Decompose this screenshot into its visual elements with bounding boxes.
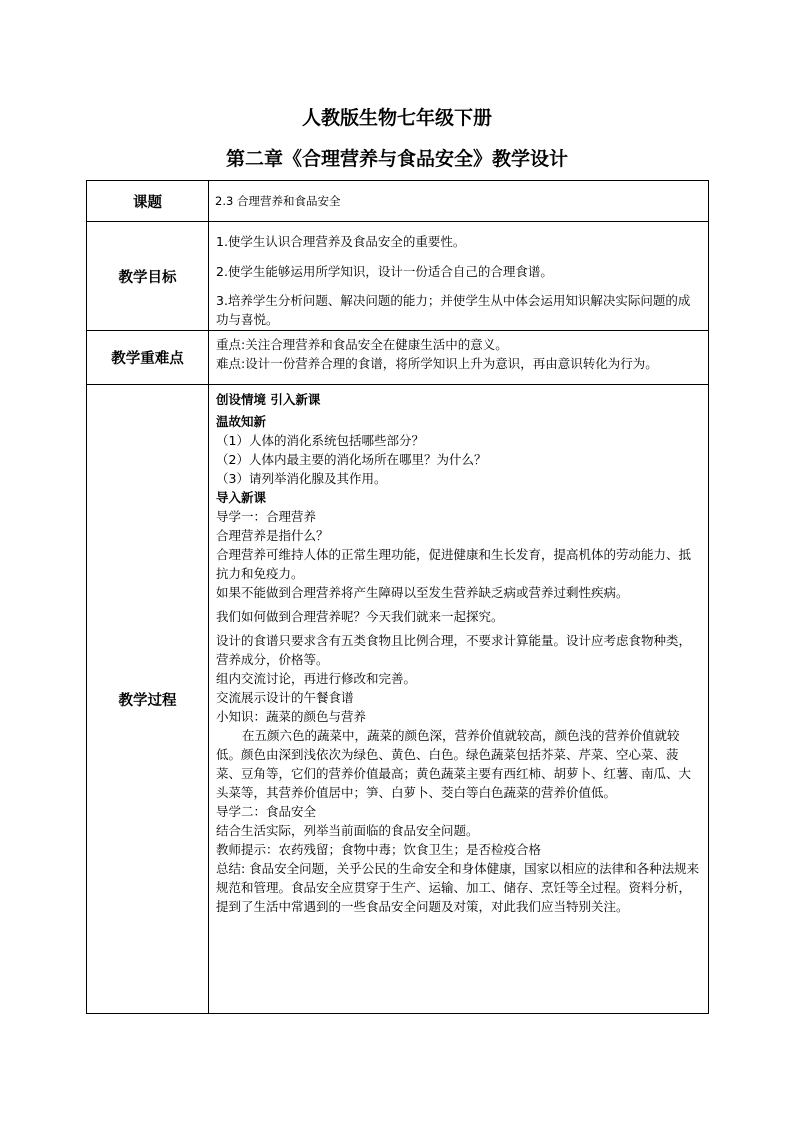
paragraph: 结合生活实际，列举当前面临的食品安全问题。 [216,823,479,838]
question-text: 合理营养是指什么？ [216,528,329,543]
table-row-key-points [87,331,709,385]
paragraph: 合理营养可维持人体的正常生理功能，促进健康和生长发育，提高机体的劳动能力、抵抗力和免疫力。 [216,547,692,581]
paragraph: 交流展示设计的午餐食谱 [216,690,354,705]
tip-title: 小知识：蔬菜的颜色与营养 [216,709,367,724]
process-label: 教学过程 [87,385,209,1014]
section-heading: 创设情境 引入新课 [216,392,321,407]
review-question: （1）人体的消化系统包括哪些部分？ [216,433,424,448]
goal-item: 1.使学生认识合理营养及食品安全的重要性。 [216,234,466,249]
review-question: （2）人体内最主要的消化场所在哪里？为什么？ [216,452,487,467]
goals-content [209,222,709,331]
lesson-plan-table [86,180,709,1014]
tip-body: 在五颜六色的蔬菜中，蔬菜的颜色深，营养价值就较高，颜色浅的营养价值就较低。颜色由深到浅依次为绿色、黄色、白色。绿色蔬菜包括芥菜、芹菜、空心菜、菠菜、豆角等，它们的营养价值最高；黄色蔬菜主要有西红柿、胡萝卜、红薯、南瓜、大头菜等，其营养价值居中；笋、白萝卜、茭白等白色蔬菜的营养价值低。 [216,728,692,800]
document-subtitle: 第二章《合理营养与食品安全》教学设计 [225,148,568,170]
document-title: 人教版生物七年级下册 [301,107,492,129]
goals-label: 教学目标 [87,222,209,331]
guide-heading: 导学一：合理营养 [216,509,317,524]
process-content [209,385,709,1014]
table-row-goals [87,222,709,331]
goal-item: 3.培养学生分析问题、解决问题的能力；并使学生从中体会运用知识解决实际问题的成功与喜悦。 [216,293,691,327]
paragraph: 组内交流讨论，再进行修改和完善。 [216,671,417,686]
paragraph: 教师提示：农药残留；食物中毒；饮食卫生；是否检疫合格 [216,842,542,857]
focus-text: 重点:关注合理营养和食品安全在健康生活中的意义。 [216,337,508,352]
goal-item: 2.使学生能够运用所学知识，设计一份适合自己的合理食谱。 [216,264,553,279]
table-row-topic [87,181,709,222]
paragraph: 我们如何做到合理营养呢？今天我们就来一起探究。 [216,609,504,624]
paragraph: 如果不能做到合理营养将产生障碍以至发生营养缺乏病或营养过剩性疾病。 [216,585,629,600]
review-question: （3）请列举消化腺及其作用。 [216,471,387,486]
difficulty-text: 难点:设计一份营养合理的食谱，将所学知识上升为意识，再由意识转化为行为。 [216,356,658,371]
topic-label: 课题 [87,181,209,222]
table-row-process [87,385,709,1014]
topic-value: 2.3 合理营养和食品安全 [209,181,709,222]
key-points-label: 教学重难点 [87,331,209,385]
summary-paragraph: 总结: 食品安全问题，关乎公民的生命安全和身体健康，国家以相应的法律和各种法规来规范和管理。食品安全应贯穿于生产、运输、加工、储存、烹饪等全过程。资料分析，提到了生活中常遇到的一些食品安全问题及对策，对此我们应当特别关注。 [216,861,700,914]
section-heading: 温故知新 [216,414,267,429]
paragraph: 设计的食谱只要求含有五类食物且比例合理，不要求计算能量。设计应考虑食物种类，营养成分，价格等。 [216,633,692,667]
key-points-content [209,331,709,385]
section-heading: 导入新课 [216,490,267,505]
guide-heading: 导学二：食品安全 [216,804,317,819]
